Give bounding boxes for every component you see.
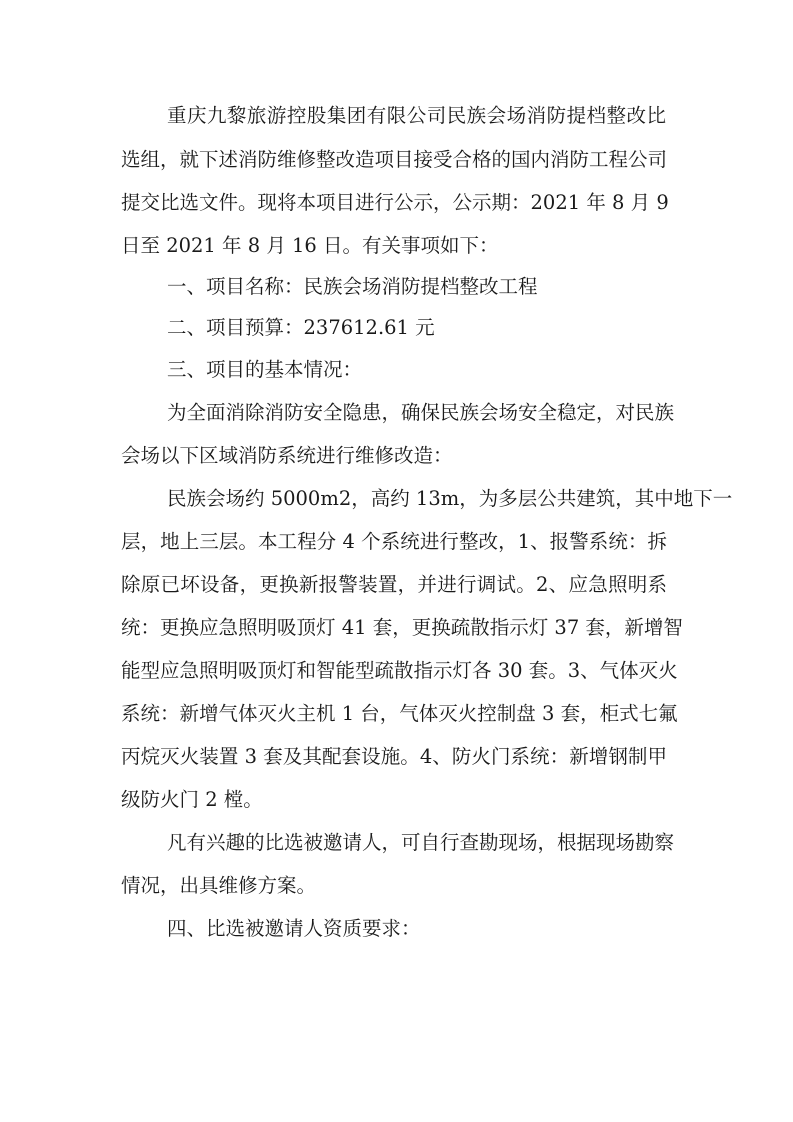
details-line-4: 统：更换应急照明吸顶灯 41 套，更换疏散指示灯 37 套，新增智 — [121, 616, 683, 639]
details-line-8: 级防火门 2 樘。 — [121, 788, 263, 811]
basic-info-heading: 三、项目的基本情况： — [167, 358, 363, 381]
paragraph-intro-line-1: 重庆九黎旅游控股集团有限公司民族会场消防提档整改比 — [167, 104, 666, 127]
details-line-3: 除原已坏设备，更换新报警装置，并进行调试。2、应急照明系 — [121, 573, 667, 596]
paragraph-intro-line-2: 选组，就下述消防维修整改造项目接受合格的国内消防工程公司 — [121, 148, 668, 171]
purpose-line-2: 会场以下区域消防系统进行维修改造： — [121, 444, 453, 467]
details-line-6: 系统：新增气体灭火主机 1 台，气体灭火控制盘 3 套，柜式七氟 — [121, 702, 678, 725]
details-line-5: 能型应急照明吸顶灯和智能型疏散指示灯各 30 套。3、气体灭火 — [121, 659, 678, 682]
qualification-heading: 四、比选被邀请人资质要求： — [167, 917, 421, 940]
project-budget-line: 二、项目预算：237612.61 元 — [167, 316, 435, 339]
paragraph-intro-line-4: 日至 2021 年 8 月 16 日。有关事项如下： — [121, 234, 499, 257]
invitation-line-1: 凡有兴趣的比选被邀请人，可自行查勘现场，根据现场勘察 — [167, 831, 675, 854]
details-line-2: 层，地上三层。本工程分 4 个系统进行整改，1、报警系统：拆 — [121, 530, 667, 553]
details-line-7: 丙烷灭火装置 3 套及其配套设施。4、防火门系统：新增钢制甲 — [121, 745, 667, 768]
paragraph-intro-line-3: 提交比选文件。现将本项目进行公示，公示期：2021 年 8 月 9 — [121, 191, 669, 214]
project-name-line: 一、项目名称：民族会场消防提档整改工程 — [167, 275, 538, 298]
details-line-1: 民族会场约 5000m2，高约 13m，为多层公共建筑，其中地下一 — [167, 487, 733, 510]
invitation-line-2: 情况，出具维修方案。 — [121, 874, 317, 897]
purpose-line-1: 为全面消除消防安全隐患，确保民族会场安全稳定，对民族 — [167, 401, 675, 424]
